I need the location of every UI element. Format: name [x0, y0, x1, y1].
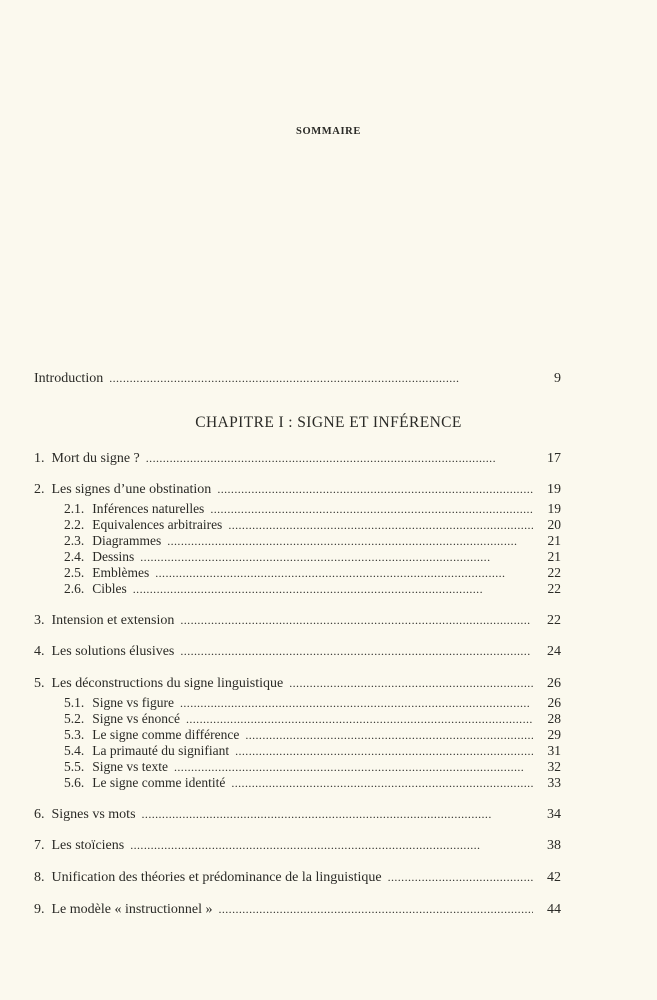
- toc-entry-page: 21: [547, 533, 561, 548]
- leader-dots: [388, 869, 533, 885]
- leader-dots: [140, 549, 533, 565]
- toc-entry-label: Signe vs énoncé: [92, 711, 180, 726]
- leader-dots: [167, 533, 533, 549]
- toc-entry-page: 38: [547, 838, 561, 853]
- leader-dots: [174, 759, 533, 775]
- toc-entry-label: Emblèmes: [92, 565, 150, 580]
- toc-subentry: [64, 711, 561, 727]
- toc-subentry: [64, 727, 561, 743]
- leader-dots: [231, 775, 533, 791]
- toc-entry-label: Signe vs figure: [92, 695, 174, 710]
- toc-entry-number: 5.6.: [64, 775, 85, 790]
- toc-entry-label: Inférences naturelles: [92, 501, 205, 516]
- toc-entry-number: 2.6.: [64, 581, 85, 596]
- toc-subentry: [64, 549, 561, 565]
- toc-entry-number: 2.3.: [64, 533, 85, 548]
- toc-entry-label: Les stoïciens: [51, 838, 125, 853]
- toc-entry-page: 26: [547, 676, 561, 691]
- toc-entry-number: 1.: [34, 451, 45, 466]
- toc-entry-page: 20: [547, 517, 561, 532]
- toc-entry-label: Unification des théories et prédominance de la linguistique: [51, 870, 382, 885]
- toc-entry-page: 9: [554, 371, 561, 386]
- toc-entry-number: 2.5.: [64, 565, 85, 580]
- toc-entry: [34, 869, 561, 886]
- toc-subentry: [64, 759, 561, 775]
- toc-entry-label: Les déconstructions du signe linguistique: [51, 676, 284, 691]
- toc-entry-label: Introduction: [34, 371, 104, 386]
- leader-dots: [180, 612, 533, 628]
- toc-entry-number: 5.5.: [64, 759, 85, 774]
- toc-entry-number: 8.: [34, 870, 45, 885]
- toc-entry-number: 5.: [34, 676, 45, 691]
- leader-dots: [289, 675, 533, 691]
- toc-subentry: [64, 533, 561, 549]
- toc-entry-number: 7.: [34, 838, 45, 853]
- toc-entry-label: Signes vs mots: [51, 807, 136, 822]
- leader-dots: [109, 370, 533, 386]
- toc-entry-label: Le signe comme identité: [92, 775, 226, 790]
- toc-entry-number: 9.: [34, 902, 45, 917]
- toc-entry-page: 22: [547, 613, 561, 628]
- toc-entry-page: 29: [547, 727, 561, 742]
- toc-entry-label: Diagrammes: [92, 533, 162, 548]
- leader-dots: [217, 481, 533, 497]
- chapter-heading: CHAPITRE I : SIGNE ET INFÉRENCE: [195, 414, 462, 431]
- toc-entry-page: 28: [547, 711, 561, 726]
- toc-entry-page: 17: [547, 451, 561, 466]
- toc-entry-page: 33: [547, 775, 561, 790]
- toc-entry-label: Les signes d’une obstination: [51, 482, 212, 497]
- toc-entry: [34, 675, 561, 692]
- toc-entry-label: Les solutions élusives: [51, 644, 175, 659]
- leader-dots: [133, 581, 533, 597]
- toc-entry-page: 31: [547, 743, 561, 758]
- toc-subentry: [64, 565, 561, 581]
- toc-entry-number: 5.1.: [64, 695, 85, 710]
- toc-entry-label: Signe vs texte: [92, 759, 168, 774]
- toc-entry: [34, 806, 561, 823]
- toc-entry-page: 34: [547, 807, 561, 822]
- leader-dots: [130, 837, 533, 853]
- toc-entry: [34, 901, 561, 918]
- toc-entry-number: 2.: [34, 482, 45, 497]
- toc-entry-page: 26: [547, 695, 561, 710]
- toc-entry-label: Equivalences arbitraires: [92, 517, 223, 532]
- leader-dots: [186, 711, 533, 727]
- leader-dots: [228, 517, 533, 533]
- toc-entry-number: 4.: [34, 644, 45, 659]
- leader-dots: [235, 743, 533, 759]
- toc-entry-introduction: [34, 370, 561, 387]
- toc-entry-label: Dessins: [92, 549, 135, 564]
- toc-entry-number: 5.3.: [64, 727, 85, 742]
- toc-entry: [34, 481, 561, 498]
- toc-subentry: [64, 775, 561, 791]
- toc-entry-label: La primauté du signifiant: [92, 743, 230, 758]
- toc-entry-number: 3.: [34, 613, 45, 628]
- leader-dots: [180, 643, 533, 659]
- toc-entry-page: 24: [547, 644, 561, 659]
- leader-dots: [210, 501, 533, 517]
- toc-entry-page: 21: [547, 549, 561, 564]
- toc-entry-label: Le signe comme différence: [92, 727, 240, 742]
- leader-dots: [245, 727, 533, 743]
- toc-entry-number: 2.2.: [64, 517, 85, 532]
- toc-entry: [34, 612, 561, 629]
- page-title: SOMMAIRE: [296, 126, 361, 137]
- toc-entry-label: Cibles: [92, 581, 127, 596]
- toc-entry-page: 19: [547, 482, 561, 497]
- toc-entry-page: 22: [547, 565, 561, 580]
- toc-subentry: [64, 581, 561, 597]
- toc-subentry: [64, 501, 561, 517]
- toc-subentry: [64, 517, 561, 533]
- toc-entry: [34, 643, 561, 660]
- leader-dots: [142, 806, 533, 822]
- toc-entry-label: Intension et extension: [51, 613, 175, 628]
- toc-entry-number: 5.4.: [64, 743, 85, 758]
- toc-entry-page: 32: [547, 759, 561, 774]
- toc-entry-label: Le modèle « instructionnel »: [51, 902, 213, 917]
- toc-entry-number: 6.: [34, 807, 45, 822]
- leader-dots: [180, 695, 533, 711]
- leader-dots: [155, 565, 533, 581]
- toc-entry: [34, 450, 561, 467]
- leader-dots: [146, 450, 533, 466]
- toc-entry-page: 19: [547, 501, 561, 516]
- toc-subentry: [64, 695, 561, 711]
- toc-entry-page: 42: [547, 870, 561, 885]
- toc-entry: [34, 837, 561, 854]
- toc-subentry: [64, 743, 561, 759]
- toc-entry-number: 5.2.: [64, 711, 85, 726]
- toc-entry-page: 22: [547, 581, 561, 596]
- toc-entry-page: 44: [547, 902, 561, 917]
- toc-entry-number: 2.1.: [64, 501, 85, 516]
- toc-entry-label: Mort du signe ?: [51, 451, 140, 466]
- leader-dots: [218, 901, 533, 917]
- toc-entry-number: 2.4.: [64, 549, 85, 564]
